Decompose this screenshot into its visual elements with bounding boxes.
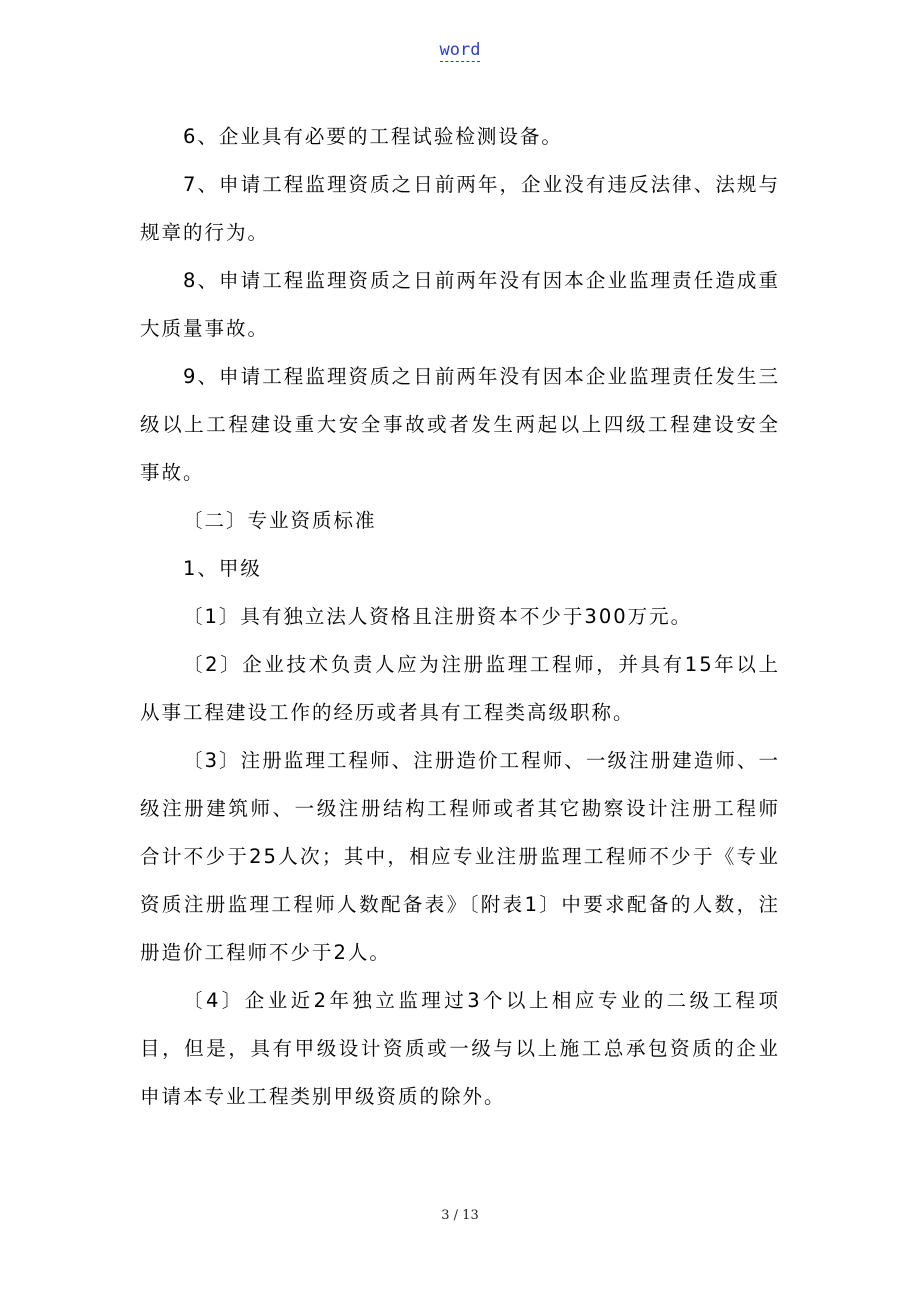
document-body (140, 113, 780, 1121)
page-number: 3 / 13 (441, 1208, 479, 1223)
page-header (0, 40, 920, 60)
requirement-2: 〔2〕企业技术负责人应为注册监理工程师，并具有15年以上从事工程建设工作的经历或者具有工程类高级职称。 (140, 653, 780, 724)
section-heading-professional-qualification: 〔二〕专业资质标准 (183, 509, 377, 532)
paragraph-item-8: 8、申请工程监理资质之日前两年没有因本企业监理责任造成重大质量事故。 (140, 269, 780, 340)
subsection-heading-grade-a: 1、甲级 (183, 557, 262, 580)
paragraph-item-6: 6、企业具有必要的工程试验检测设备。 (183, 125, 563, 148)
requirement-1: 〔1〕具有独立法人资格且注册资本不少于300万元。 (183, 605, 693, 628)
requirement-4: 〔4〕企业近2年独立监理过3个以上相应专业的二级工程项目，但是，具有甲级设计资质或一级与以上施工总承包资质的企业申请本专业工程类别甲级资质的除外。 (140, 989, 780, 1108)
word-link[interactable]: word (439, 40, 481, 60)
requirement-3: 〔3〕注册监理工程师、注册造价工程师、一级注册建造师、一级注册建筑师、一级注册结构工程师或者其它勘察设计注册工程师合计不少于25人次；其中，相应专业注册监理工程师不少于《专业资质注册监理工程师人数配备表》〔附表1〕中要求配备的人数，注册造价工程师不少于2人。 (140, 749, 780, 964)
paragraph-item-9: 9、申请工程监理资质之日前两年没有因本企业监理责任发生三级以上工程建设重大安全事故或者发生两起以上四级工程建设安全事故。 (140, 365, 780, 484)
paragraph-item-7: 7、申请工程监理资质之日前两年，企业没有违反法律、法规与规章的行为。 (140, 173, 780, 244)
